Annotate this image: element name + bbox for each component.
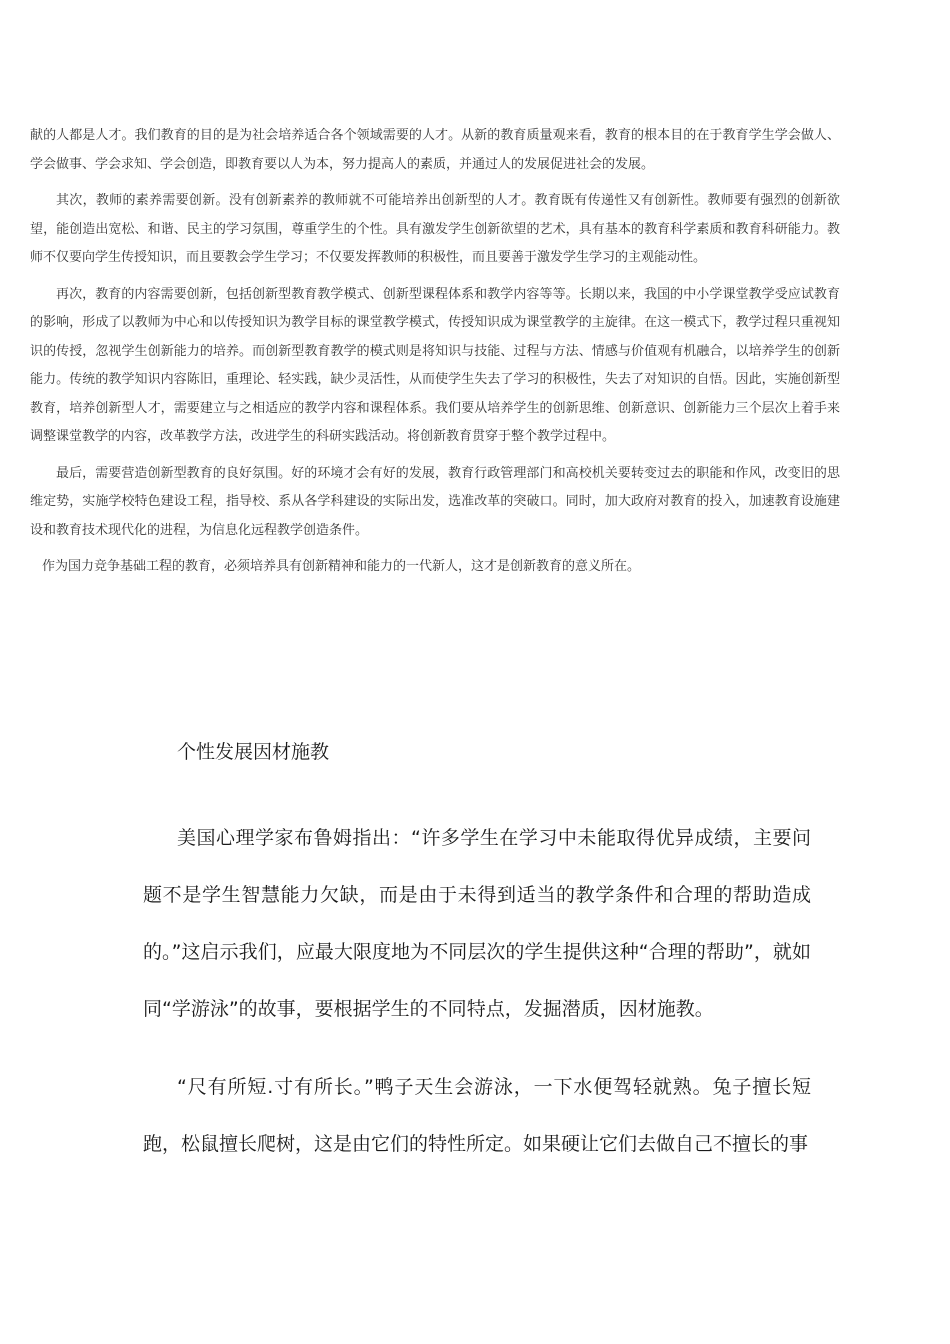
paragraph-environment: 最后，需要营造创新型教育的良好氛围。好的环境才会有好的发展，教育行政管理部门和高校机关要转变过去的职能和作风，改变旧的思维定势，实施学校特色建设工程，指导校、系从各学科建设的实际出发，选准改革的突破口。同时，加大政府对教育的投入，加速教育设施建设和教育技术现代化的进程，为信息化远程教学创造条件。 [30, 465, 840, 538]
paragraph-teacher-quality: 其次，教师的素养需要创新。没有创新素养的教师就不可能培养出创新型的人才。教育既有传递性又有创新性。教师要有强烈的创新欲望，能创造出宽松、和谐、民主的学习氛围，尊重学生的个性。具有激发学生创新欲望的艺术，具有基本的教育科学素质和教育科研能力。教师不仅要向学生传授知识，而且要教会学生学习；不仅要发挥教师的积极性，而且要善于激发学生学习的主观能动性。 [30, 193, 840, 265]
paragraph-proverb: “尺有所短.寸有所长。”鸭子天生会游泳，一下水便驾轻就熟。兔子擅长短跑，松鼠擅长爬树，这是由它们的特性所定。如果硬让它们去做自己不擅长的事 [143, 1076, 811, 1155]
paragraph-continuation: 献的人都是人才。我们教育的目的是为社会培养适合各个领域需要的人才。从新的教育质量观来看，教育的根本目的在于教育学生学会做人、学会做事、学会求知、学会创造，即教育要以人为本，努力提高人的素质，并通过人的发展促进社会的发展。 [30, 128, 840, 172]
upper-text-section [30, 122, 840, 590]
paragraph-bloom-quote: 美国心理学家布鲁姆指出：“许多学生在学习中未能取得优异成绩，主要问题不是学生智慧能力欠缺，而是由于未得到适当的教学条件和合理的帮助造成的。”这启示我们，应最大限度地为不同层次的学生提供这种“合理的帮助”，就如同“学游泳”的故事，要根据学生的不同特点，发掘潜质，因材施教。 [143, 827, 811, 1020]
paragraph-content-innovation: 再次，教育的内容需要创新，包括创新型教育教学模式、创新型课程体系和教学内容等等。长期以来，我国的中小学课堂教学受应试教育的影响，形成了以教师为中心和以传授知识为教学目标的课堂教学模式，传授知识成为课堂教学的主旋律。在这一模式下，教学过程只重视知识的传授，忽视学生创新能力的培养。而创新型教育教学的模式则是将知识与技能、过程与方法、情感与价值观有机融合，以培养学生的创新能力。传统的教学知识内容陈旧，重理论、轻实践，缺少灵活性，从而使学生失去了学习的积极性，失去了对知识的自悟。因此，实施创新型教育，培养创新型人才，需要建立与之相适应的教学内容和课程体系。我们要从培养学生的创新思维、创新意识、创新能力三个层次上着手来调整课堂教学的内容，改革教学方法，改进学生的科研实践活动。将创新教育贯穿于整个教学过程中。 [30, 286, 840, 444]
paragraph-closing: 作为国力竞争基础工程的教育，必须培养具有创新精神和能力的一代新人，这才是创新教育的意义所在。 [42, 559, 641, 574]
section-heading: 个性发展因材施教 [177, 741, 330, 763]
lower-text-section [143, 730, 811, 1194]
